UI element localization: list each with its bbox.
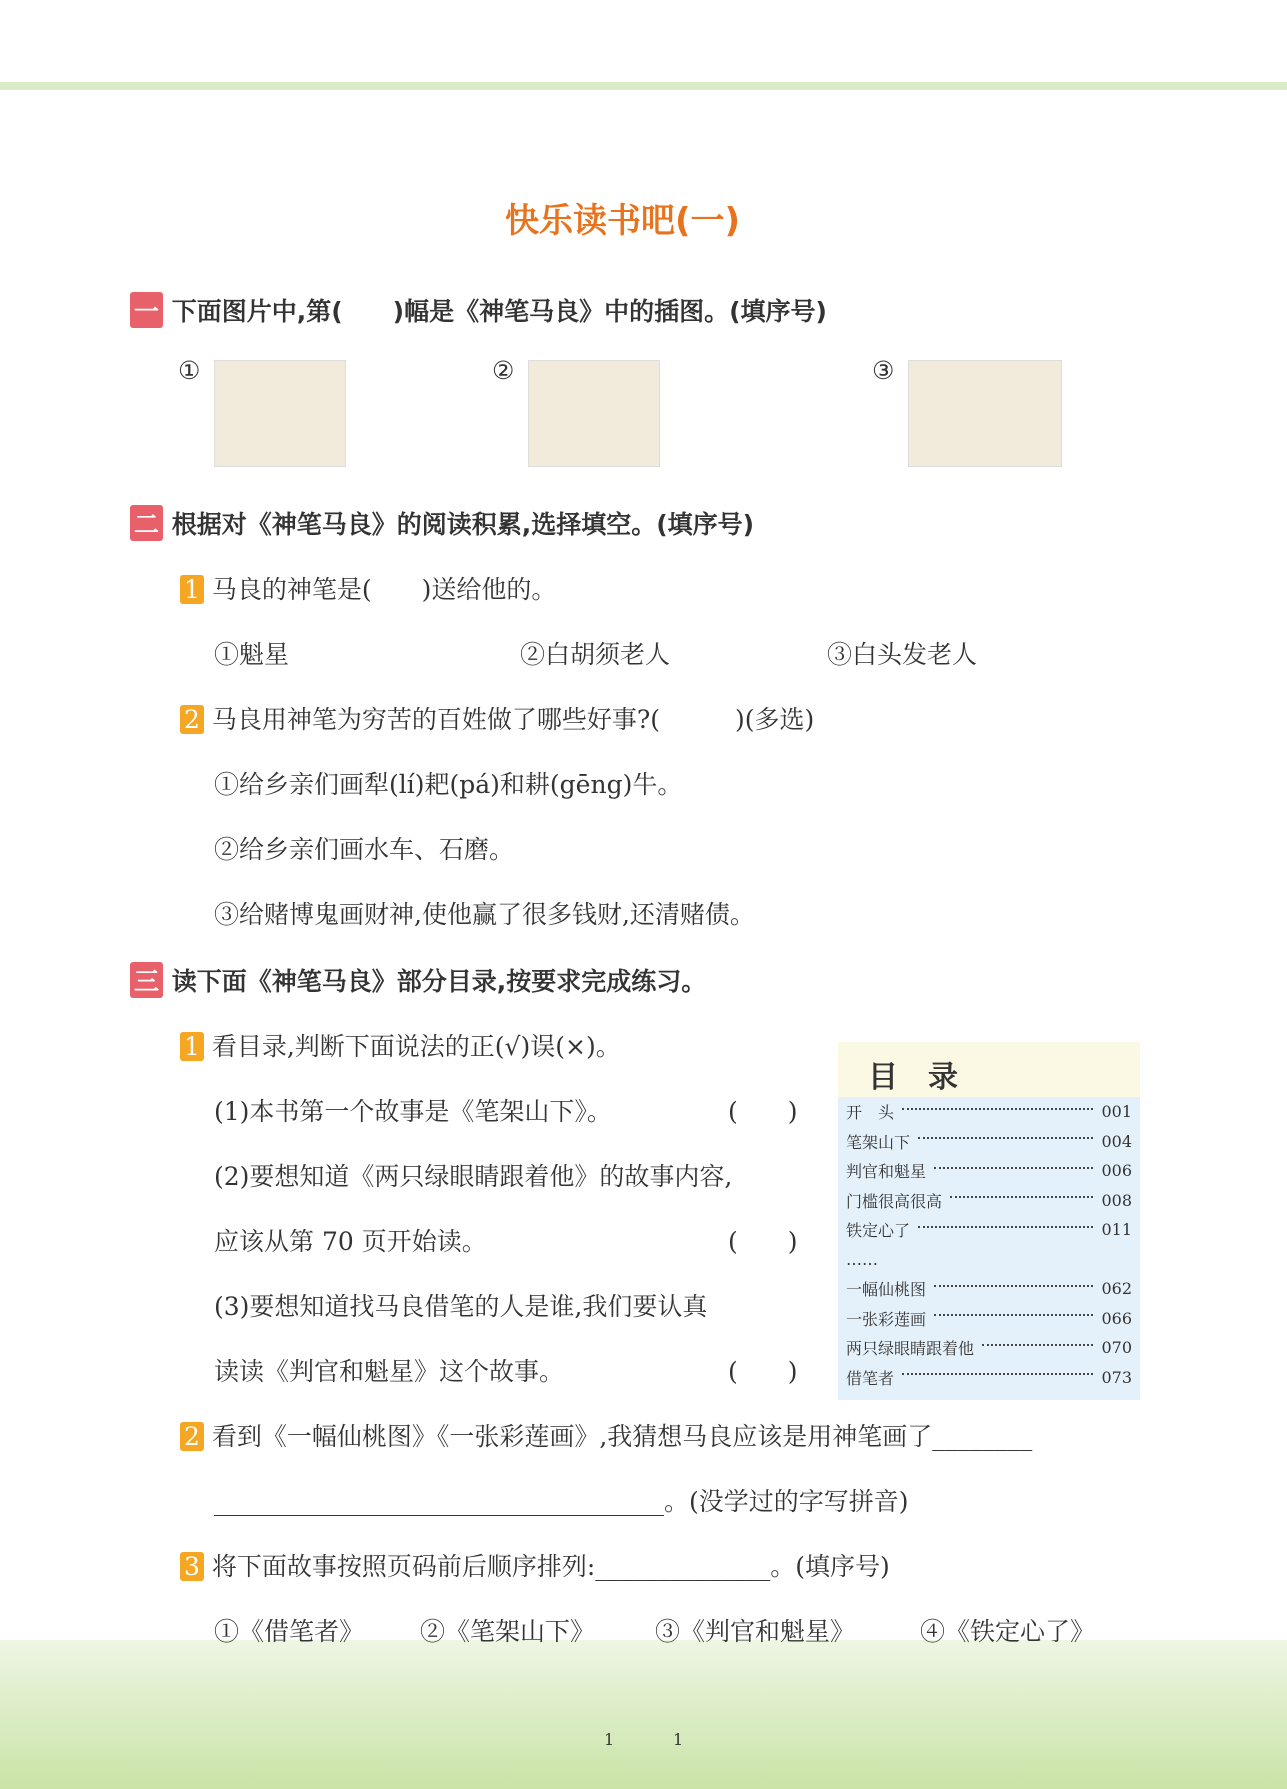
toc-item: 一张彩莲画 066 [846, 1308, 1132, 1329]
q2: 二 根据对《神笔马良》的阅读积累,选择填空。(填序号) [130, 505, 754, 541]
toc [838, 1042, 1140, 1400]
p[interactable]: ( ) [728, 1357, 798, 1386]
o: ④《铁定心了》 [920, 1617, 1096, 1646]
l: ____________________________________。(没学过的字写拼音) [214, 1487, 909, 1516]
pic2 [528, 360, 660, 467]
pic3 [908, 360, 1062, 467]
q3-1: 1 看目录,判断下面说法的正(√)误(×)。 [180, 1027, 621, 1063]
opt1: ① [178, 356, 201, 385]
toc-item: 开 头 001 [846, 1102, 1132, 1123]
o: ②《笔架山下》 [420, 1617, 596, 1646]
pg: 1 [604, 1730, 615, 1749]
pg: 1 [673, 1730, 684, 1749]
q2-1: 1 马良的神笔是( )送给他的。 [180, 570, 556, 606]
ground-illustration [0, 1640, 1287, 1789]
toc-item: 借笔者 073 [846, 1367, 1132, 1388]
pic1 [214, 360, 346, 467]
o: ②给乡亲们画水车、石磨。 [214, 835, 515, 864]
p[interactable]: ( ) [728, 1097, 798, 1126]
q3: 三 读下面《神笔马良》部分目录,按要求完成练习。 [130, 962, 706, 998]
l: 读读《判官和魁星》这个故事。 [214, 1357, 565, 1386]
o: ①给乡亲们画犁(lí)耙(pá)和耕(gēng)牛。 [214, 770, 683, 799]
p[interactable]: ( ) [728, 1227, 798, 1256]
toc-item: 笔架山下 004 [846, 1131, 1132, 1152]
page-title: 快乐读书吧(一) [505, 201, 741, 241]
o: ③给赌博鬼画财神,使他赢了很多钱财,还清赌债。 [214, 900, 755, 929]
opt3: ③ [872, 356, 895, 385]
toc-item: 判官和魁星 006 [846, 1161, 1132, 1182]
o: ②白胡须老人 [520, 640, 671, 669]
q1: 一 下面图片中,第( )幅是《神笔马良》中的插图。(填序号) [130, 292, 827, 328]
toc-item: 两只绿眼睛跟着他 070 [846, 1338, 1132, 1359]
q3-3: 3 将下面故事按照页码前后顺序排列:______________。(填序号) [180, 1547, 890, 1583]
o: ①魁星 [214, 640, 290, 669]
o: ③《判官和魁星》 [655, 1617, 856, 1646]
o: ①《借笔者》 [214, 1617, 365, 1646]
toc-item: 门槛很高很高 008 [846, 1190, 1132, 1211]
toc-item: 一幅仙桃图 062 [846, 1279, 1132, 1300]
header-bar [0, 82, 1287, 90]
opt2: ② [492, 356, 515, 385]
toc-item: …… [846, 1249, 878, 1269]
q3-2: 2 看到《一幅仙桃图》《一张彩莲画》,我猜想马良应该是用神笔画了________ [180, 1417, 1032, 1453]
l: (3)要想知道找马良借笔的人是谁,我们要认真 [214, 1292, 708, 1321]
o: ③白头发老人 [827, 640, 978, 669]
l: (1)本书第一个故事是《笔架山下》。 [214, 1097, 612, 1126]
q2-2: 2 马良用神笔为穷苦的百姓做了哪些好事?( )(多选) [180, 700, 814, 736]
l: 应该从第 70 页开始读。 [214, 1227, 487, 1256]
l: (2)要想知道《两只绿眼睛跟着他》的故事内容, [214, 1162, 733, 1191]
toc-item: 铁定心了 011 [846, 1220, 1132, 1241]
toc-title: 目 录 [838, 1042, 1140, 1097]
